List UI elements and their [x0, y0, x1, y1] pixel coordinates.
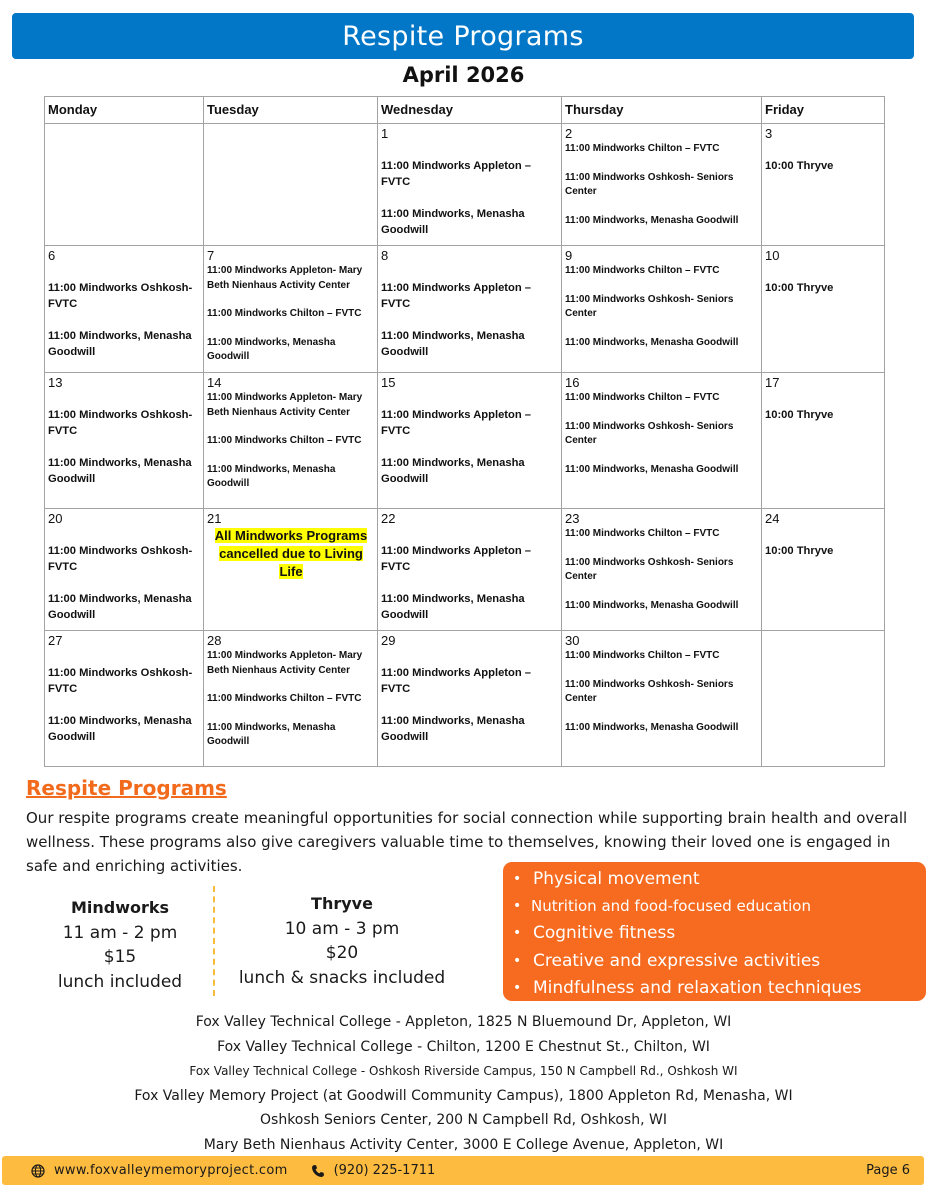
event: 11:00 Mindworks Oshkosh- Seniors Center [565, 420, 734, 446]
benefit-item: • Nutrition and food-focused education [513, 893, 926, 920]
event: 11:00 Mindworks Oshkosh- FVTC [48, 282, 193, 310]
event: 11:00 Mindworks Chilton – FVTC [565, 392, 720, 403]
day-cell [378, 509, 562, 631]
program-price: $20 [325, 943, 359, 963]
event: 11:00 Mindworks, Menasha Goodwill [207, 721, 336, 747]
event: 11:00 Mindworks, Menasha Goodwill [381, 593, 525, 621]
program-price: $15 [103, 947, 137, 967]
event: 11:00 Mindworks Chilton – FVTC [207, 693, 362, 704]
event: 11:00 Mindworks Chilton – FVTC [207, 308, 362, 319]
bullet-icon: • [513, 871, 522, 887]
footer-bar [2, 1156, 924, 1185]
day-cell [45, 246, 204, 373]
day-number: 13 [48, 375, 63, 390]
day-number: 1 [381, 126, 389, 141]
event: 11:00 Mindworks Chilton – FVTC [565, 265, 720, 276]
day-number: 7 [207, 248, 215, 263]
day-number: 10 [765, 248, 780, 263]
day-cell [45, 373, 204, 509]
event: 11:00 Mindworks Appleton – FVTC [381, 545, 532, 573]
event: 11:00 Mindworks Chilton – FVTC [207, 435, 362, 446]
day-number: 23 [565, 511, 580, 526]
day-number: 27 [48, 633, 63, 648]
day-cell [562, 509, 762, 631]
program-includes: lunch included [57, 971, 183, 992]
day-number: 14 [207, 375, 222, 390]
event: 11:00 Mindworks, Menasha Goodwill [207, 336, 336, 362]
globe-icon [30, 1163, 46, 1179]
benefits-list [513, 866, 926, 1002]
event: 11:00 Mindworks Appleton – FVTC [381, 667, 532, 695]
day-cell-cancelled [204, 509, 378, 631]
event: 11:00 Mindworks Oshkosh- FVTC [48, 545, 193, 573]
event: 11:00 Mindworks, Menasha Goodwill [48, 593, 192, 621]
bullet-icon: • [513, 898, 522, 915]
program-name: Thryve [311, 894, 373, 913]
day-number: 17 [765, 375, 780, 390]
calendar-week-row [45, 373, 885, 509]
day-number: 29 [381, 633, 396, 648]
event: 10:00 Thryve [765, 282, 834, 294]
event: 11:00 Mindworks, Menasha Goodwill [207, 463, 336, 489]
title-banner [12, 13, 914, 59]
bullet-icon: • [513, 925, 522, 942]
event: 11:00 Mindworks Oshkosh- Seniors Center [565, 678, 734, 704]
program-card-mindworks [40, 896, 200, 994]
event: 11:00 Mindworks, Menasha Goodwill [565, 463, 739, 475]
day-cell [762, 124, 885, 246]
day-cell [378, 246, 562, 373]
column-header-wednesday: Wednesday [378, 97, 562, 124]
event: 11:00 Mindworks, Menasha Goodwill [381, 457, 525, 485]
day-cell [378, 373, 562, 509]
intro-paragraph: Our respite programs create meaningful opportunities for social connection while supporting brain health and overall wellness. These programs also give caregivers valuable time to themselves, knowing their loved one is engaged in safe and enriching activities. [26, 809, 908, 875]
location-item: Fox Valley Technical College - Oshkosh Riverside Campus, 150 N Campbell Rd., Oshkosh WI [189, 1064, 738, 1078]
day-number: 30 [565, 633, 580, 648]
event: 11:00 Mindworks, Menasha Goodwill [48, 457, 192, 485]
program-hours: 10 am - 3 pm [284, 918, 400, 939]
day-cell [378, 631, 562, 767]
benefit-item: • Creative and expressive activities [513, 948, 926, 975]
event: 11:00 Mindworks Oshkosh- Seniors Center [565, 171, 734, 197]
phone-number[interactable]: (920) 225-1711 [333, 1163, 436, 1178]
event: 11:00 Mindworks Oshkosh- Seniors Center [565, 293, 734, 319]
day-cell [562, 631, 762, 767]
day-cell [762, 373, 885, 509]
day-number: 9 [565, 248, 573, 263]
page-title: Respite Programs [342, 20, 584, 52]
event: 11:00 Mindworks, Menasha Goodwill [565, 721, 739, 733]
event: 11:00 Mindworks Chilton – FVTC [565, 650, 720, 661]
day-number: 28 [207, 633, 222, 648]
event: 11:00 Mindworks, Menasha Goodwill [565, 599, 739, 611]
event: 11:00 Mindworks Appleton- Mary Beth Nienhaus Activity Center [207, 650, 363, 676]
event: 10:00 Thryve [765, 545, 834, 557]
program-name: Mindworks [70, 898, 170, 917]
cancellation-notice [207, 527, 375, 581]
day-number: 21 [207, 511, 222, 526]
event: 11:00 Mindworks Oshkosh- Seniors Center [565, 556, 734, 582]
event: 11:00 Mindworks Appleton – FVTC [381, 282, 532, 310]
day-cell [204, 373, 378, 509]
location-item: Fox Valley Technical College - Appleton, 1825 N Bluemound Dr, Appleton, WI [195, 1014, 732, 1030]
location-item: Mary Beth Nienhaus Activity Center, 3000 E College Avenue, Appleton, WI [203, 1136, 724, 1153]
event: 11:00 Mindworks, Menasha Goodwill [48, 330, 192, 358]
event: 10:00 Thryve [765, 160, 834, 172]
month-title: April 2026 [402, 63, 525, 87]
event: 11:00 Mindworks Appleton- Mary Beth Nienhaus Activity Center [207, 265, 363, 291]
day-cell [204, 631, 378, 767]
benefit-item: • Physical movement [513, 866, 926, 893]
event: 11:00 Mindworks Appleton- Mary Beth Nienhaus Activity Center [207, 392, 363, 418]
day-number: 6 [48, 248, 56, 263]
location-item: Oshkosh Seniors Center, 200 N Campbell Rd, Oshkosh, WI [260, 1112, 667, 1128]
day-number: 16 [565, 375, 580, 390]
day-number: 3 [765, 126, 773, 141]
day-cell [562, 246, 762, 373]
column-header-thursday: Thursday [562, 97, 762, 124]
column-header-friday: Friday [762, 97, 885, 124]
day-number: 8 [381, 248, 389, 263]
calendar-week-row [45, 124, 885, 246]
program-includes: lunch & snacks included [238, 967, 446, 988]
program-card-thryve [232, 892, 452, 990]
day-cell [762, 246, 885, 373]
day-number: 20 [48, 511, 63, 526]
column-header-tuesday: Tuesday [204, 97, 378, 124]
day-cell [562, 124, 762, 246]
day-number: 22 [381, 511, 396, 526]
day-cell [45, 631, 204, 767]
program-hours: 11 am - 2 pm [62, 922, 178, 943]
event: 11:00 Mindworks Oshkosh- FVTC [48, 667, 193, 695]
location-item: Fox Valley Technical College - Chilton, 1200 E Chestnut St., Chilton, WI [217, 1038, 710, 1055]
event: 11:00 Mindworks, Menasha Goodwill [565, 336, 739, 348]
day-cell [762, 509, 885, 631]
event: 11:00 Mindworks Appleton – FVTC [381, 160, 532, 188]
event: 11:00 Mindworks, Menasha Goodwill [565, 214, 739, 226]
day-number: 15 [381, 375, 396, 390]
bullet-icon: • [513, 979, 522, 996]
day-cell [45, 509, 204, 631]
day-cell-empty [204, 124, 378, 246]
location-item: Fox Valley Memory Project (at Goodwill Community Campus), 1800 Appleton Rd, Menasha, WI [134, 1087, 793, 1104]
calendar-table [44, 96, 885, 767]
column-header-monday: Monday [45, 97, 204, 124]
day-number: 2 [565, 126, 573, 141]
cancellation-line-1: All Mindworks Programs [214, 528, 368, 543]
event: 11:00 Mindworks Appleton – FVTC [381, 409, 532, 437]
day-number: 24 [765, 511, 780, 526]
bullet-icon: • [513, 952, 522, 969]
event: 11:00 Mindworks, Menasha Goodwill [381, 208, 525, 236]
event: 11:00 Mindworks, Menasha Goodwill [48, 715, 192, 743]
event: 11:00 Mindworks Chilton – FVTC [565, 528, 720, 539]
benefit-item: • Mindfulness and relaxation techniques [513, 975, 926, 1002]
benefit-item: • Cognitive fitness [513, 920, 926, 947]
website-link[interactable]: www.foxvalleymemoryproject.com [54, 1163, 288, 1178]
day-cell [204, 246, 378, 373]
event: 11:00 Mindworks Oshkosh- FVTC [48, 409, 193, 437]
program-divider [213, 886, 215, 996]
page-number: Page 6 [866, 1163, 910, 1178]
event: 11:00 Mindworks, Menasha Goodwill [381, 715, 525, 743]
section-heading: Respite Programs [26, 776, 227, 800]
cancellation-line-2: cancelled due to Living Life [219, 546, 363, 579]
calendar-week-row [45, 509, 885, 631]
event: 11:00 Mindworks, Menasha Goodwill [381, 330, 525, 358]
day-cell [562, 373, 762, 509]
event: 10:00 Thryve [765, 409, 834, 421]
calendar-week-row [45, 246, 885, 373]
day-cell-empty [762, 631, 885, 767]
day-cell [378, 124, 562, 246]
day-cell-empty [45, 124, 204, 246]
event: 11:00 Mindworks Chilton – FVTC [565, 143, 720, 154]
calendar-week-row [45, 631, 885, 767]
phone-icon [310, 1163, 326, 1179]
benefits-box [503, 862, 926, 1001]
locations-list [0, 1010, 927, 1157]
calendar-header-row [45, 97, 885, 124]
